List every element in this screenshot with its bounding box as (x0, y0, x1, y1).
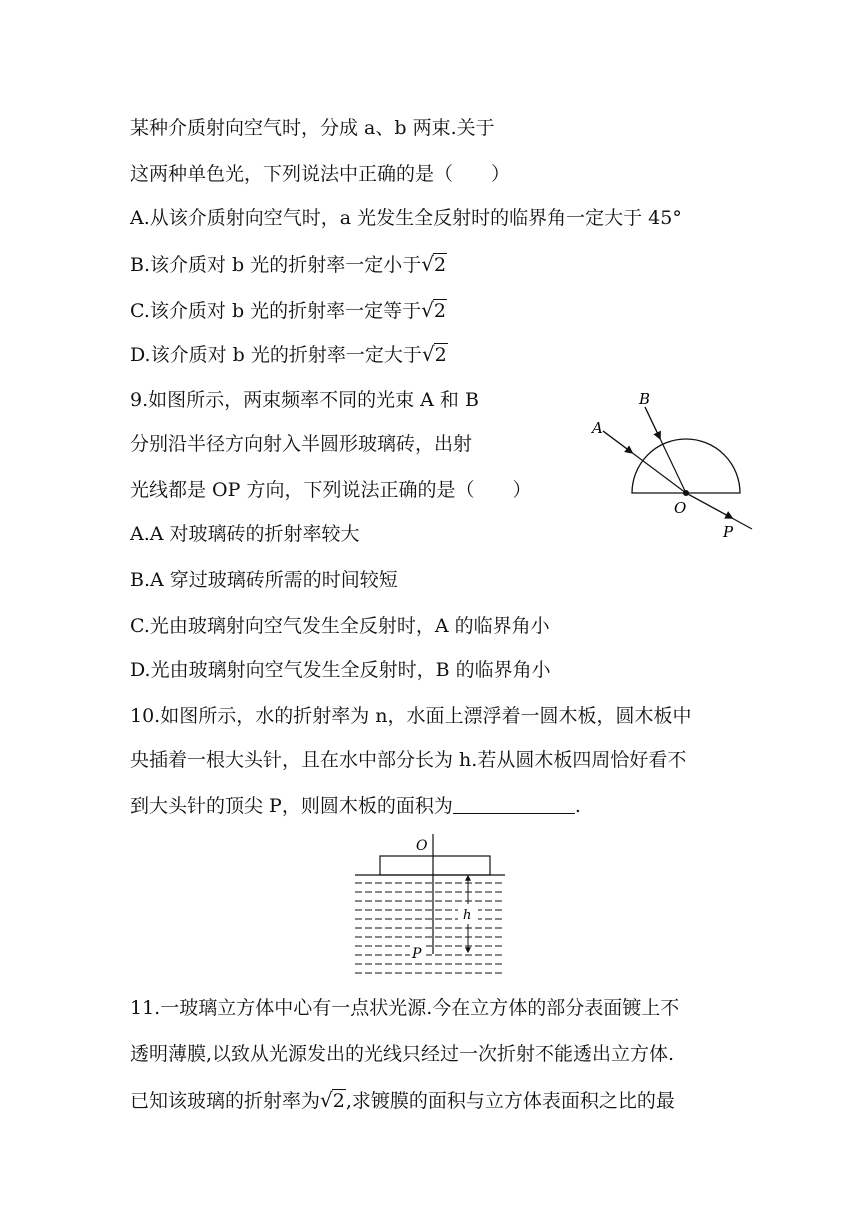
q9-option-a: A.A 对玻璃砖的折射率较大 (130, 523, 360, 545)
q9-option-d: D.光由玻璃射向空气发生全反射时，B 的临界角小 (130, 659, 551, 681)
q8-option-d (130, 342, 448, 367)
sqrt-symbol: √2 (421, 342, 447, 366)
q11-stem-line3-end: ,求镀膜的面积与立方体表面积之比的最 (345, 1090, 675, 1112)
q11-stem-line1: 11.一玻璃立方体中心有一点状光源.今在立方体的部分表面镀上不 (130, 997, 680, 1019)
q8-option-c-text: C.该介质对 b 光的折射率一定等于 (130, 300, 422, 322)
radicand: 2 (434, 344, 447, 366)
q10-stem-line3-end: . (574, 795, 581, 817)
floating-board-figure (350, 830, 510, 980)
semicircle-outline (632, 439, 740, 493)
label-b: B (639, 390, 651, 408)
q11-stem-line2: 透明薄膜,以致从光源发出的光线只经过一次折射不能透出立方体. (130, 1043, 675, 1065)
radicand: 2 (433, 300, 446, 322)
label-a: A (592, 419, 603, 437)
wooden-board (380, 856, 490, 875)
q9-option-c: C.光由玻璃射向空气发生全反射时，A 的临界角小 (130, 615, 550, 637)
sqrt-symbol: √2 (421, 298, 446, 322)
label-p: P (723, 523, 734, 541)
q11-stem-line3-text: 已知该玻璃的折射率为 (130, 1090, 321, 1112)
q9-stem-line1: 9.如图所示，两束频率不同的光束 A 和 B (130, 389, 479, 411)
q8-stem-line1: 某种介质射向空气时，分成 a、b 两束.关于 (130, 117, 495, 139)
label-o: O (674, 499, 687, 517)
q10-stem-line2: 央插着一根大头针，且在水中部分长为 h.若从圆木板四周恰好看不 (130, 749, 687, 771)
q9-stem-line3: 光线都是 OP 方向，下列说法正确的是（ ） (130, 479, 532, 501)
q8-option-d-text: D.该介质对 b 光的折射率一定大于 (130, 344, 422, 366)
q11-stem-line3 (130, 1088, 675, 1113)
q8-option-c (130, 298, 447, 323)
radicand: 2 (434, 254, 447, 276)
q10-stem-line3 (130, 794, 581, 818)
label-o: O (416, 838, 428, 854)
q8-option-a: A.从该介质射向空气时，a 光发生全反射时的临界角一定大于 45° (130, 207, 682, 229)
q10-stem-line1: 10.如图所示，水的折射率为 n，水面上漂浮着一圆木板，圆木板中 (130, 705, 692, 727)
q10-stem-line3-text: 到大头针的顶尖 P，则圆木板的面积为 (130, 795, 453, 817)
semicircle-glass-figure (585, 385, 765, 545)
center-point-o (683, 490, 689, 496)
label-p: P (412, 946, 422, 962)
q8-option-b (130, 252, 447, 277)
radicand: 2 (332, 1090, 345, 1112)
answer-blank (453, 795, 575, 814)
sqrt-symbol: √2 (320, 1088, 345, 1112)
q9-option-b: B.A 穿过玻璃砖所需的时间较短 (130, 569, 398, 591)
q9-stem-line2: 分别沿半径方向射入半圆形玻璃砖，出射 (130, 433, 473, 455)
label-h: h (463, 908, 472, 923)
q8-option-b-text: B.该介质对 b 光的折射率一定小于 (130, 254, 422, 276)
q8-stem-line2: 这两种单色光，下列说法中正确的是（ ） (130, 163, 511, 185)
sqrt-symbol: √2 (421, 252, 447, 276)
